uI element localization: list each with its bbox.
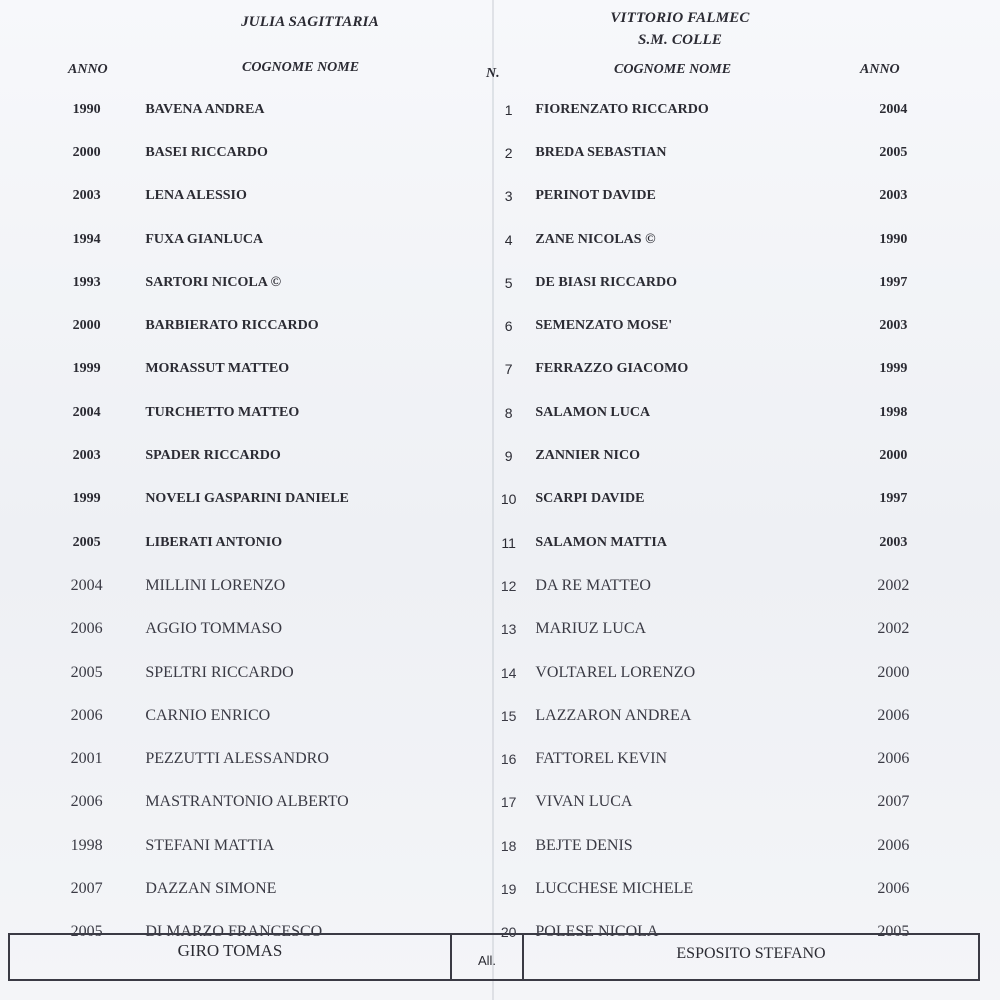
shirt-number: 5 — [504, 274, 513, 291]
table-row — [40, 391, 940, 434]
table-row — [40, 175, 940, 218]
shirt-number: 20 — [500, 924, 517, 941]
player-year-right: 2006 — [877, 750, 910, 768]
player-year-right: 2007 — [877, 793, 910, 811]
player-year-left: 1993 — [72, 274, 101, 290]
player-name-left: MILLINI LORENZO — [145, 576, 286, 594]
player-year-left: 1998 — [70, 836, 103, 854]
coach-role-label: All. — [452, 935, 524, 979]
player-year-left: 2006 — [70, 620, 103, 638]
player-name-left: DAZZAN SIMONE — [145, 879, 277, 897]
table-row — [40, 651, 940, 694]
player-year-right: 2006 — [877, 706, 910, 724]
player-year-right: 1990 — [879, 231, 908, 247]
table-row — [40, 434, 940, 477]
shirt-number: 19 — [500, 880, 517, 897]
player-year-left: 1999 — [72, 491, 101, 507]
team-left-name: JULIA SAGITTARIA — [241, 14, 379, 30]
player-name-left: BASEI RICCARDO — [145, 144, 268, 160]
player-year-right: 2006 — [877, 879, 910, 897]
table-row — [40, 564, 940, 607]
player-name-left: SPELTRI RICCARDO — [145, 663, 294, 681]
team-right-subtitle: S.M. COLLE — [637, 32, 723, 48]
player-name-right: ZANNIER NICO — [535, 448, 640, 464]
player-name-left: LIBERATI ANTONIO — [145, 534, 283, 550]
player-name-left: AGGIO TOMMASO — [145, 620, 283, 638]
player-name-right: BREDA SEBASTIAN — [535, 144, 667, 160]
player-name-left: FUXA GIANLUCA — [145, 231, 264, 247]
player-name-right: PERINOT DAVIDE — [535, 188, 656, 204]
player-name-left: BARBIERATO RICCARDO — [145, 318, 319, 334]
player-year-left: 2000 — [72, 318, 101, 334]
table-row — [40, 261, 940, 304]
player-name-left: LENA ALESSIO — [145, 188, 247, 204]
column-header-name-right: COGNOME NOME — [614, 62, 732, 77]
shirt-number: 8 — [504, 404, 513, 421]
column-header-name-left: COGNOME NOME — [242, 60, 360, 75]
player-year-left: 1999 — [72, 361, 101, 377]
player-name-right: LUCCHESE MICHELE — [535, 879, 694, 897]
shirt-number: 10 — [500, 491, 517, 508]
table-row — [40, 478, 940, 521]
player-name-left: CARNIO ENRICO — [145, 706, 271, 724]
coach-right: ESPOSITO STEFANO — [676, 945, 826, 962]
player-name-left: DI MARZO FRANCESCO — [145, 923, 323, 941]
player-year-right: 1997 — [879, 491, 908, 507]
player-year-right: 2000 — [879, 448, 908, 464]
player-year-left: 2003 — [72, 448, 101, 464]
player-name-right: ZANE NICOLAS © — [535, 231, 656, 247]
player-year-left: 1994 — [72, 231, 101, 247]
player-year-left: 2005 — [70, 923, 103, 941]
player-name-left: STEFANI MATTIA — [145, 836, 275, 854]
player-name-right: DA RE MATTEO — [535, 576, 651, 594]
shirt-number: 3 — [504, 188, 513, 205]
roster-table — [40, 88, 940, 954]
table-row — [40, 694, 940, 737]
player-name-right: DE BIASI RICCARDO — [535, 274, 677, 290]
shirt-number: 2 — [504, 144, 513, 161]
player-year-right: 1999 — [879, 361, 908, 377]
player-name-right: VOLTAREL LORENZO — [535, 663, 696, 681]
table-row — [40, 131, 940, 174]
table-row — [40, 824, 940, 867]
player-name-right: MARIUZ LUCA — [535, 620, 647, 638]
player-year-left: 2007 — [70, 879, 103, 897]
player-year-left: 2004 — [72, 404, 101, 420]
player-year-left: 2005 — [70, 663, 103, 681]
player-name-right: FERRAZZO GIACOMO — [535, 361, 689, 377]
player-year-left: 2004 — [70, 576, 103, 594]
coaches-row — [8, 933, 980, 981]
player-year-left: 2006 — [70, 706, 103, 724]
player-name-right: SEMENZATO MOSE' — [535, 318, 673, 334]
player-name-right: LAZZARON ANDREA — [535, 706, 692, 724]
player-name-right: SALAMON MATTIA — [535, 534, 667, 550]
shirt-number: 7 — [504, 361, 513, 378]
player-name-right: BEJTE DENIS — [535, 836, 633, 854]
table-row — [40, 304, 940, 347]
player-year-right: 1997 — [879, 274, 908, 290]
player-name-right: POLESE NICOLA — [535, 923, 659, 941]
table-row — [40, 737, 940, 780]
player-name-right: FATTOREL KEVIN — [535, 750, 668, 768]
table-row — [40, 348, 940, 391]
player-name-left: MORASSUT MATTEO — [145, 361, 290, 377]
player-name-left: NOVELI GASPARINI DANIELE — [145, 491, 349, 507]
player-name-right: FIORENZATO RICCARDO — [535, 101, 709, 117]
player-year-right: 1998 — [879, 404, 908, 420]
player-year-right: 2005 — [877, 923, 910, 941]
player-year-left: 2006 — [70, 793, 103, 811]
player-name-left: MASTRANTONIO ALBERTO — [145, 793, 349, 811]
shirt-number: 17 — [500, 794, 517, 811]
player-year-right: 2003 — [879, 188, 908, 204]
player-year-right: 2002 — [877, 576, 910, 594]
player-year-left: 2005 — [72, 534, 101, 550]
player-name-left: SARTORI NICOLA © — [145, 274, 282, 290]
shirt-number: 4 — [504, 231, 513, 248]
table-row — [40, 521, 940, 564]
player-name-left: PEZZUTTI ALESSANDRO — [145, 750, 329, 768]
table-row — [40, 608, 940, 651]
shirt-number: 6 — [504, 318, 513, 335]
coach-left: GIRO TOMAS — [10, 935, 452, 979]
player-year-left: 2000 — [72, 144, 101, 160]
player-name-right: SALAMON LUCA — [535, 404, 651, 420]
column-header-number: N. — [486, 66, 500, 81]
player-name-left: TURCHETTO MATTEO — [145, 404, 300, 420]
player-name-right: SCARPI DAVIDE — [535, 491, 645, 507]
player-year-left: 2003 — [72, 188, 101, 204]
player-year-left: 2001 — [70, 750, 103, 768]
shirt-number: 15 — [500, 707, 517, 724]
player-year-right: 2006 — [877, 836, 910, 854]
shirt-number: 11 — [501, 534, 516, 551]
shirt-number: 14 — [500, 664, 517, 681]
shirt-number: 9 — [504, 448, 513, 465]
player-year-right: 2000 — [877, 663, 910, 681]
player-year-right: 2002 — [877, 620, 910, 638]
table-row — [40, 867, 940, 910]
player-year-left: 1990 — [72, 101, 101, 117]
table-row — [40, 88, 940, 131]
player-name-left: BAVENA ANDREA — [145, 101, 265, 117]
shirt-number: 1 — [504, 101, 513, 118]
table-row — [40, 781, 940, 824]
column-header-year-right: ANNO — [860, 62, 900, 77]
player-year-right: 2003 — [879, 318, 908, 334]
player-name-left: SPADER RICCARDO — [145, 448, 281, 464]
column-header-year-left: ANNO — [68, 62, 108, 77]
roster-table-body — [40, 88, 940, 954]
team-right-name: VITTORIO FALMEC — [610, 10, 750, 26]
shirt-number: 16 — [500, 751, 517, 768]
player-year-right: 2005 — [879, 144, 908, 160]
player-name-right: VIVAN LUCA — [535, 793, 633, 811]
player-year-right: 2004 — [879, 101, 908, 117]
shirt-number: 18 — [500, 837, 517, 854]
player-year-right: 2003 — [879, 534, 908, 550]
table-row — [40, 218, 940, 261]
shirt-number: 12 — [500, 577, 517, 594]
shirt-number: 13 — [500, 621, 517, 638]
